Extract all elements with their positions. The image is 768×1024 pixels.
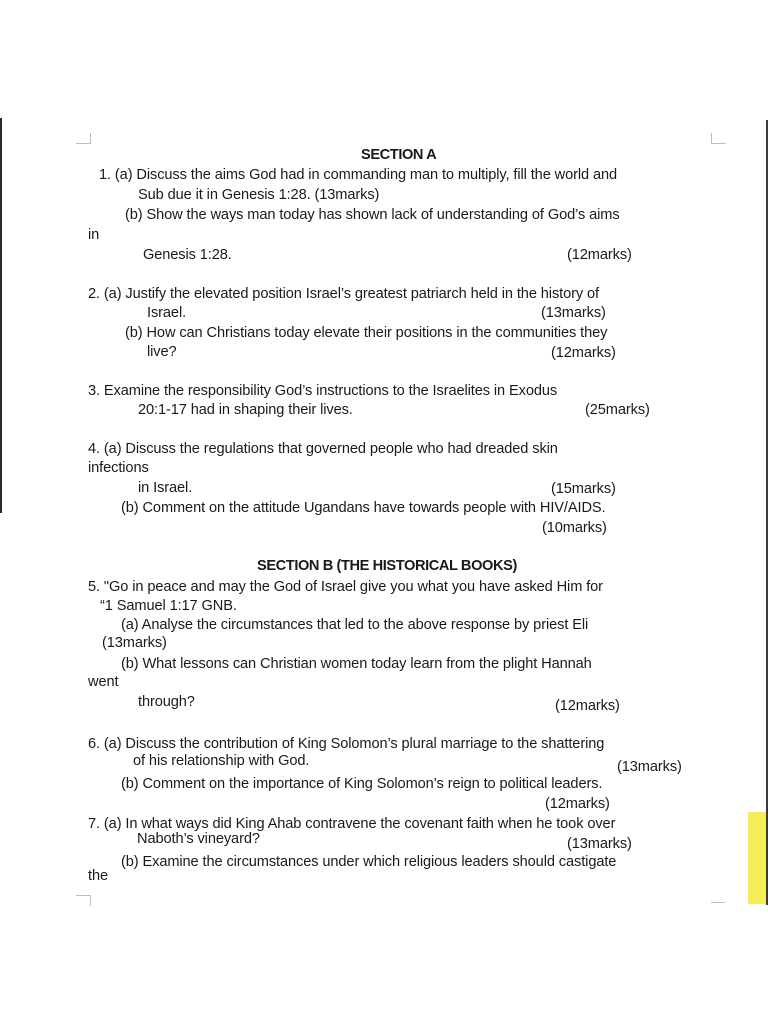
crop-mark-bottom-right bbox=[711, 902, 725, 907]
section-b-heading: SECTION B (THE HISTORICAL BOOKS) bbox=[257, 558, 517, 574]
question-1b-line-2: in bbox=[88, 227, 100, 243]
question-2b-line-2: live? bbox=[147, 344, 177, 360]
question-6a-marks: (13marks) bbox=[617, 759, 682, 775]
question-2a-line-1: 2. (a) Justify the elevated position Israel’s greatest patriarch held in the history of bbox=[88, 286, 600, 302]
section-a-heading: SECTION A bbox=[361, 147, 437, 163]
crop-mark-top-left bbox=[76, 133, 91, 144]
question-2a-line-2: Israel. bbox=[147, 305, 187, 321]
question-7b-line-2: the bbox=[88, 868, 108, 884]
question-5b-line-1: (b) What lessons can Christian women today learn from the plight Hannah bbox=[121, 656, 592, 672]
question-1a-line-2: Sub due it in Genesis 1:28. (13marks) bbox=[138, 187, 380, 203]
question-4a-line-3: in Israel. bbox=[138, 480, 193, 496]
question-7a-marks: (13marks) bbox=[567, 836, 632, 852]
question-5b-marks: (12marks) bbox=[555, 698, 620, 714]
question-1a-line-1: 1. (a) Discuss the aims God had in commanding man to multiply, fill the world and bbox=[99, 167, 618, 183]
question-5-quote-line-1: 5. "Go in peace and may the God of Israel give you what you have asked Him for bbox=[88, 579, 603, 595]
question-5b-line-3: through? bbox=[138, 694, 195, 710]
question-3-line-1: 3. Examine the responsibility God’s instructions to the Israelites in Exodus bbox=[88, 383, 558, 399]
question-5-quote-line-2: “1 Samuel 1:17 GNB. bbox=[100, 598, 237, 614]
question-4a-line-2: infections bbox=[88, 460, 149, 476]
question-5a-marks: (13marks) bbox=[102, 635, 167, 651]
question-4a-marks: (15marks) bbox=[551, 481, 616, 497]
question-6b-line-1: (b) Comment on the importance of King Solomon’s reign to political leaders. bbox=[121, 776, 603, 792]
question-4a-line-1: 4. (a) Discuss the regulations that governed people who had dreaded skin bbox=[88, 441, 558, 457]
question-1b-line-3: Genesis 1:28. bbox=[143, 247, 232, 263]
question-2b-line-1: (b) How can Christians today elevate their positions in the communities they bbox=[125, 325, 608, 341]
page-edge-left bbox=[0, 118, 2, 513]
question-6b-marks: (12marks) bbox=[545, 796, 610, 812]
crop-mark-top-right bbox=[711, 133, 726, 144]
question-4b-line-1: (b) Comment on the attitude Ugandans have towards people with HIV/AIDS. bbox=[121, 500, 606, 516]
question-1b-line-1: (b) Show the ways man today has shown lack of understanding of God’s aims bbox=[125, 207, 620, 223]
question-6a-line-2: of his relationship with God. bbox=[133, 753, 310, 769]
question-6a-line-1: 6. (a) Discuss the contribution of King Solomon’s plural marriage to the shattering bbox=[88, 736, 605, 752]
question-7a-line-2: Naboth’s vineyard? bbox=[137, 831, 260, 847]
question-1b-marks: (12marks) bbox=[567, 247, 632, 263]
crop-mark-bottom-left bbox=[76, 895, 91, 906]
question-4b-marks: (10marks) bbox=[542, 520, 607, 536]
question-3-marks: (25marks) bbox=[585, 402, 650, 418]
yellow-highlight-strip bbox=[748, 812, 766, 904]
question-2b-marks: (12marks) bbox=[551, 345, 616, 361]
question-5b-line-2: went bbox=[88, 674, 119, 690]
question-3-line-2: 20:1-17 had in shaping their lives. bbox=[138, 402, 353, 418]
question-2a-marks: (13marks) bbox=[541, 305, 606, 321]
question-7b-line-1: (b) Examine the circumstances under which religious leaders should castigate bbox=[121, 854, 617, 870]
question-5a-line-1: (a) Analyse the circumstances that led to the above response by priest Eli bbox=[121, 617, 589, 633]
question-7a-line-1: 7. (a) In what ways did King Ahab contravene the covenant faith when he took over bbox=[88, 816, 616, 832]
